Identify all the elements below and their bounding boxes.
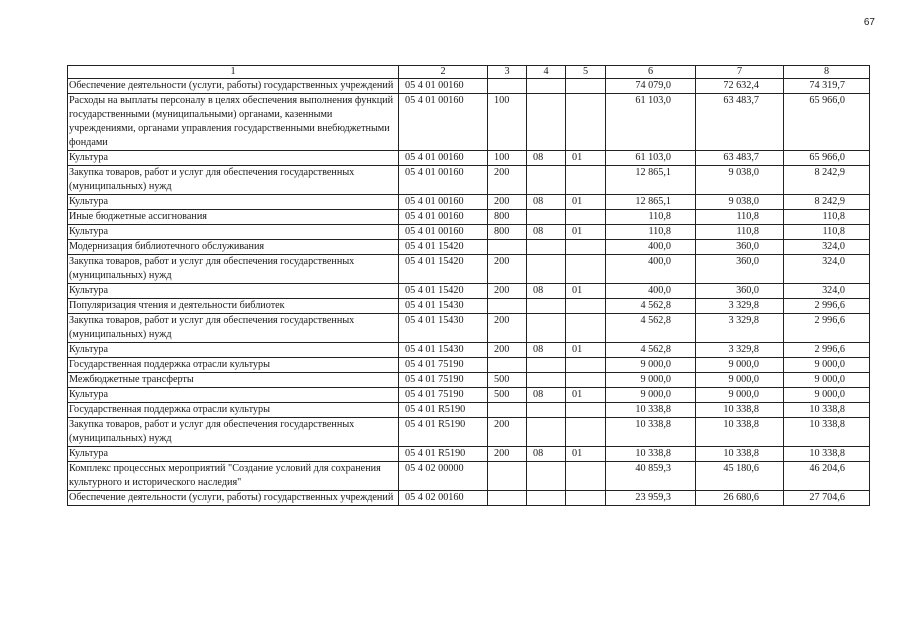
section-cell [527,299,566,314]
header-row [68,66,870,79]
subsection-cell: 01 [566,151,606,166]
expense-type-cell [488,403,527,418]
expense-type-cell [488,462,527,491]
header-cell: 4 [527,66,566,79]
subsection-cell [566,314,606,343]
table-row [68,447,870,462]
table-row [68,284,870,299]
amount-cell: 360,0 [696,284,784,299]
subsection-cell [566,418,606,447]
table-row [68,418,870,447]
subsection-cell [566,79,606,94]
amount-cell: 65 966,0 [784,94,870,151]
table-row [68,358,870,373]
header-cell: 6 [606,66,696,79]
table-row [68,210,870,225]
expense-type-cell: 200 [488,418,527,447]
section-cell: 08 [527,195,566,210]
target-code-cell: 05 4 01 75190 [399,373,488,388]
section-cell [527,210,566,225]
item-name-cell: Комплекс процессных мероприятий "Создание условий для сохранения культурного и исторического наследия" [68,462,399,491]
section-cell: 08 [527,225,566,240]
amount-cell: 324,0 [784,240,870,255]
table-row [68,240,870,255]
amount-cell: 74 319,7 [784,79,870,94]
header-cell: 7 [696,66,784,79]
expense-type-cell: 500 [488,388,527,403]
amount-cell: 9 038,0 [696,195,784,210]
table-row [68,195,870,210]
amount-cell: 2 996,6 [784,299,870,314]
subsection-cell: 01 [566,388,606,403]
amount-cell: 10 338,8 [606,403,696,418]
amount-cell: 10 338,8 [784,403,870,418]
table-row [68,151,870,166]
subsection-cell [566,358,606,373]
table-row [68,491,870,506]
expense-type-cell [488,240,527,255]
amount-cell: 9 000,0 [784,373,870,388]
expense-type-cell: 200 [488,166,527,195]
section-cell: 08 [527,284,566,299]
target-code-cell: 05 4 01 15420 [399,255,488,284]
amount-cell: 4 562,8 [606,299,696,314]
expense-type-cell: 200 [488,343,527,358]
table-body [68,66,870,506]
amount-cell: 10 338,8 [784,418,870,447]
item-name-cell: Закупка товаров, работ и услуг для обеспечения государственных (муниципальных) нужд [68,255,399,284]
amount-cell: 9 000,0 [606,388,696,403]
subsection-cell: 01 [566,343,606,358]
subsection-cell [566,166,606,195]
table-row [68,255,870,284]
target-code-cell: 05 4 01 15420 [399,284,488,299]
amount-cell: 400,0 [606,284,696,299]
target-code-cell: 05 4 02 00000 [399,462,488,491]
subsection-cell [566,299,606,314]
header-cell: 5 [566,66,606,79]
subsection-cell: 01 [566,195,606,210]
amount-cell: 110,8 [606,225,696,240]
subsection-cell [566,403,606,418]
section-cell [527,491,566,506]
section-cell [527,403,566,418]
amount-cell: 324,0 [784,284,870,299]
item-name-cell: Закупка товаров, работ и услуг для обеспечения государственных (муниципальных) нужд [68,166,399,195]
amount-cell: 3 329,8 [696,314,784,343]
table-row [68,314,870,343]
subsection-cell [566,210,606,225]
subsection-cell: 01 [566,447,606,462]
target-code-cell: 05 4 01 75190 [399,358,488,373]
item-name-cell: Расходы на выплаты персоналу в целях обеспечения выполнения функций государственными (муниципальными) органами, казенными учреждениями, органами управления государственными внебюджетными фондами [68,94,399,151]
page-number: 67 [863,17,875,28]
budget-table [67,65,870,506]
amount-cell: 110,8 [696,210,784,225]
section-cell [527,418,566,447]
subsection-cell [566,373,606,388]
table-row [68,462,870,491]
item-name-cell: Закупка товаров, работ и услуг для обеспечения государственных (муниципальных) нужд [68,418,399,447]
amount-cell: 10 338,8 [784,447,870,462]
section-cell: 08 [527,447,566,462]
target-code-cell: 05 4 01 00160 [399,94,488,151]
expense-type-cell: 200 [488,284,527,299]
amount-cell: 8 242,9 [784,166,870,195]
amount-cell: 110,8 [784,210,870,225]
subsection-cell: 01 [566,225,606,240]
item-name-cell: Закупка товаров, работ и услуг для обеспечения государственных (муниципальных) нужд [68,314,399,343]
section-cell [527,240,566,255]
item-name-cell: Государственная поддержка отрасли культуры [68,403,399,418]
table-row [68,403,870,418]
amount-cell: 9 000,0 [696,358,784,373]
subsection-cell [566,491,606,506]
table-row [68,94,870,151]
amount-cell: 110,8 [696,225,784,240]
amount-cell: 3 329,8 [696,299,784,314]
amount-cell: 2 996,6 [784,343,870,358]
table-row [68,299,870,314]
amount-cell: 400,0 [606,240,696,255]
target-code-cell: 05 4 01 00160 [399,166,488,195]
amount-cell: 10 338,8 [606,447,696,462]
amount-cell: 9 000,0 [696,373,784,388]
section-cell [527,166,566,195]
amount-cell: 23 959,3 [606,491,696,506]
target-code-cell: 05 4 01 00160 [399,195,488,210]
amount-cell: 10 338,8 [696,447,784,462]
table-row [68,225,870,240]
item-name-cell: Иные бюджетные ассигнования [68,210,399,225]
item-name-cell: Культура [68,447,399,462]
subsection-cell: 01 [566,284,606,299]
amount-cell: 61 103,0 [606,151,696,166]
amount-cell: 360,0 [696,240,784,255]
target-code-cell: 05 4 01 00160 [399,79,488,94]
item-name-cell: Обеспечение деятельности (услуги, работы) государственных учреждений [68,79,399,94]
table-row [68,79,870,94]
header-cell: 8 [784,66,870,79]
item-name-cell: Обеспечение деятельности (услуги, работы) государственных учреждений [68,491,399,506]
section-cell [527,358,566,373]
target-code-cell: 05 4 01 15430 [399,343,488,358]
item-name-cell: Культура [68,195,399,210]
expense-type-cell: 200 [488,255,527,284]
amount-cell: 12 865,1 [606,166,696,195]
expense-type-cell: 800 [488,225,527,240]
expense-type-cell: 200 [488,447,527,462]
section-cell [527,314,566,343]
table-row [68,166,870,195]
target-code-cell: 05 4 01 R5190 [399,403,488,418]
amount-cell: 40 859,3 [606,462,696,491]
amount-cell: 46 204,6 [784,462,870,491]
subsection-cell [566,255,606,284]
amount-cell: 400,0 [606,255,696,284]
amount-cell: 10 338,8 [696,403,784,418]
header-cell: 3 [488,66,527,79]
target-code-cell: 05 4 01 00160 [399,225,488,240]
expense-type-cell: 200 [488,314,527,343]
amount-cell: 63 483,7 [696,94,784,151]
table-row [68,343,870,358]
target-code-cell: 05 4 01 R5190 [399,418,488,447]
amount-cell: 9 000,0 [784,388,870,403]
amount-cell: 3 329,8 [696,343,784,358]
amount-cell: 324,0 [784,255,870,284]
amount-cell: 360,0 [696,255,784,284]
expense-type-cell: 100 [488,151,527,166]
amount-cell: 63 483,7 [696,151,784,166]
amount-cell: 8 242,9 [784,195,870,210]
expense-type-cell [488,79,527,94]
amount-cell: 72 632,4 [696,79,784,94]
amount-cell: 12 865,1 [606,195,696,210]
amount-cell: 9 000,0 [696,388,784,403]
amount-cell: 2 996,6 [784,314,870,343]
amount-cell: 10 338,8 [606,418,696,447]
section-cell [527,462,566,491]
subsection-cell [566,94,606,151]
item-name-cell: Популяризация чтения и деятельности библиотек [68,299,399,314]
amount-cell: 27 704,6 [784,491,870,506]
expense-type-cell: 100 [488,94,527,151]
item-name-cell: Культура [68,151,399,166]
expense-type-cell: 500 [488,373,527,388]
section-cell: 08 [527,388,566,403]
expense-type-cell: 200 [488,195,527,210]
expense-type-cell [488,491,527,506]
subsection-cell [566,240,606,255]
amount-cell: 9 000,0 [606,358,696,373]
item-name-cell: Культура [68,343,399,358]
section-cell: 08 [527,151,566,166]
expense-type-cell: 800 [488,210,527,225]
amount-cell: 110,8 [606,210,696,225]
amount-cell: 4 562,8 [606,314,696,343]
section-cell: 08 [527,343,566,358]
target-code-cell: 05 4 01 15430 [399,299,488,314]
expense-type-cell [488,299,527,314]
item-name-cell: Культура [68,225,399,240]
table-row [68,373,870,388]
amount-cell: 74 079,0 [606,79,696,94]
amount-cell: 9 000,0 [606,373,696,388]
target-code-cell: 05 4 01 15420 [399,240,488,255]
table-row [68,388,870,403]
item-name-cell: Культура [68,388,399,403]
item-name-cell: Культура [68,284,399,299]
section-cell [527,373,566,388]
amount-cell: 65 966,0 [784,151,870,166]
target-code-cell: 05 4 01 00160 [399,151,488,166]
section-cell [527,94,566,151]
subsection-cell [566,462,606,491]
amount-cell: 61 103,0 [606,94,696,151]
item-name-cell: Государственная поддержка отрасли культуры [68,358,399,373]
header-cell: 1 [68,66,399,79]
target-code-cell: 05 4 01 15430 [399,314,488,343]
amount-cell: 45 180,6 [696,462,784,491]
section-cell [527,79,566,94]
section-cell [527,255,566,284]
amount-cell: 9 000,0 [784,358,870,373]
amount-cell: 9 038,0 [696,166,784,195]
target-code-cell: 05 4 01 R5190 [399,447,488,462]
item-name-cell: Модернизация библиотечного обслуживания [68,240,399,255]
amount-cell: 26 680,6 [696,491,784,506]
target-code-cell: 05 4 02 00160 [399,491,488,506]
amount-cell: 110,8 [784,225,870,240]
amount-cell: 10 338,8 [696,418,784,447]
expense-type-cell [488,358,527,373]
item-name-cell: Межбюджетные трансферты [68,373,399,388]
header-cell: 2 [399,66,488,79]
amount-cell: 4 562,8 [606,343,696,358]
target-code-cell: 05 4 01 75190 [399,388,488,403]
target-code-cell: 05 4 01 00160 [399,210,488,225]
